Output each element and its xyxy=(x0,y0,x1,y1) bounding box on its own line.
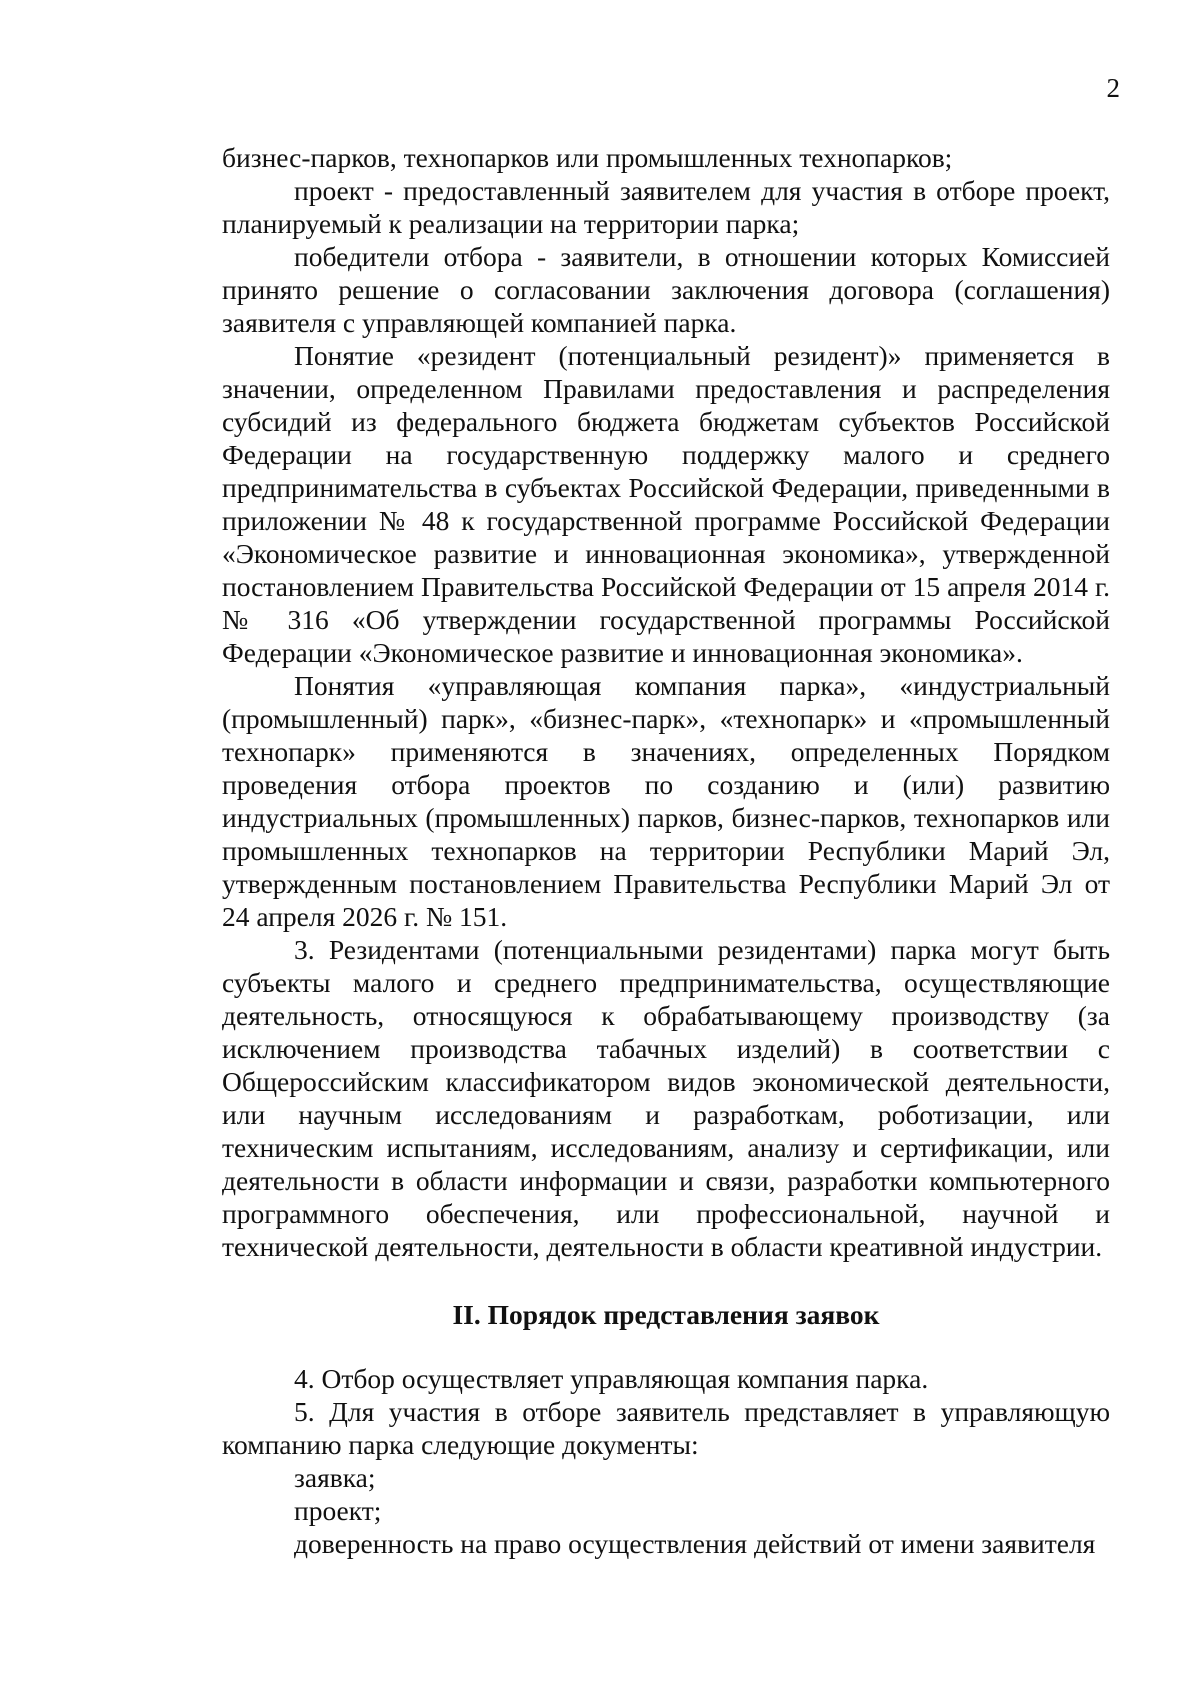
page-number: 2 xyxy=(1106,73,1120,103)
paragraph-definition-project: проект - предоставленный заявителем для участия в отборе проект, планируемый к реализации на территории парка; xyxy=(222,175,1110,239)
paragraph-continuation: бизнес-парков, технопарков или промышленных технопарков; xyxy=(222,142,953,173)
paragraph-item-4: 4. Отбор осуществляет управляющая компания парка. xyxy=(294,1363,929,1394)
paragraph-definition-park-terms: Понятия «управляющая компания парка», «индустриальный (промышленный) парк», «бизнес-парк», «технопарк» и «промышленный технопарк» применяются в значениях, определенных Порядком проведения отбора проектов по созданию и (или) развитию индустриальных (промышленных) парков, бизнес-парков, технопарков или промышленных технопарков на территории Республики Марий Эл, утвержденным постановлением Правительства Республики Марий Эл от 24 апреля 2026 г. № 151. xyxy=(222,670,1110,932)
paragraph-definition-resident: Понятие «резидент (потенциальный резидент)» применяется в значении, определенном Правилами предоставления и распределения субсидий из федерального бюджета бюджетам субъектов Российской Федерации на государственную поддержку малого и среднего предпринимательства в субъектах Российской Федерации, приведенными в приложении № 48 к государственной программе Российской Федерации «Экономическое развитие и инновационная экономика», утвержденной постановлением Правительства Российской Федерации от 15 апреля 2014 г. № 316 «Об утверждении государственной программы Российской Федерации «Экономическое развитие и инновационная экономика». xyxy=(222,340,1110,668)
list-item-project: проект; xyxy=(294,1495,382,1526)
paragraph-item-3: 3. Резидентами (потенциальными резидентами) парка могут быть субъекты малого и среднего предпринимательства, осуществляющие деятельность, относящуюся к обрабатывающему производству (за исключением производства табачных изделий) в соответствии с Общероссийским классификатором видов экономической деятельности, или научным исследованиям и разработкам, роботизации, или техническим испытаниям, исследованиям, анализу и сертификации, или деятельности в области информации и связи, разработки компьютерного программного обеспечения, или профессиональной, научной и технической деятельности, деятельности в области креативной индустрии. xyxy=(222,934,1110,1262)
list-item-application: заявка; xyxy=(294,1462,376,1493)
section-heading: II. Порядок представления заявок xyxy=(452,1299,880,1330)
document-body xyxy=(222,141,1110,1560)
paragraph-item-5: 5. Для участия в отборе заявитель представляет в управляющую компанию парка следующие документы: xyxy=(222,1396,1110,1460)
paragraph-definition-winners: победители отбора - заявители, в отношении которых Комиссией принято решение о согласовании заключения договора (соглашения) заявителя с управляющей компанией парка. xyxy=(222,241,1110,338)
list-item-power-of-attorney: доверенность на право осуществления действий от имени заявителя xyxy=(294,1528,1096,1559)
